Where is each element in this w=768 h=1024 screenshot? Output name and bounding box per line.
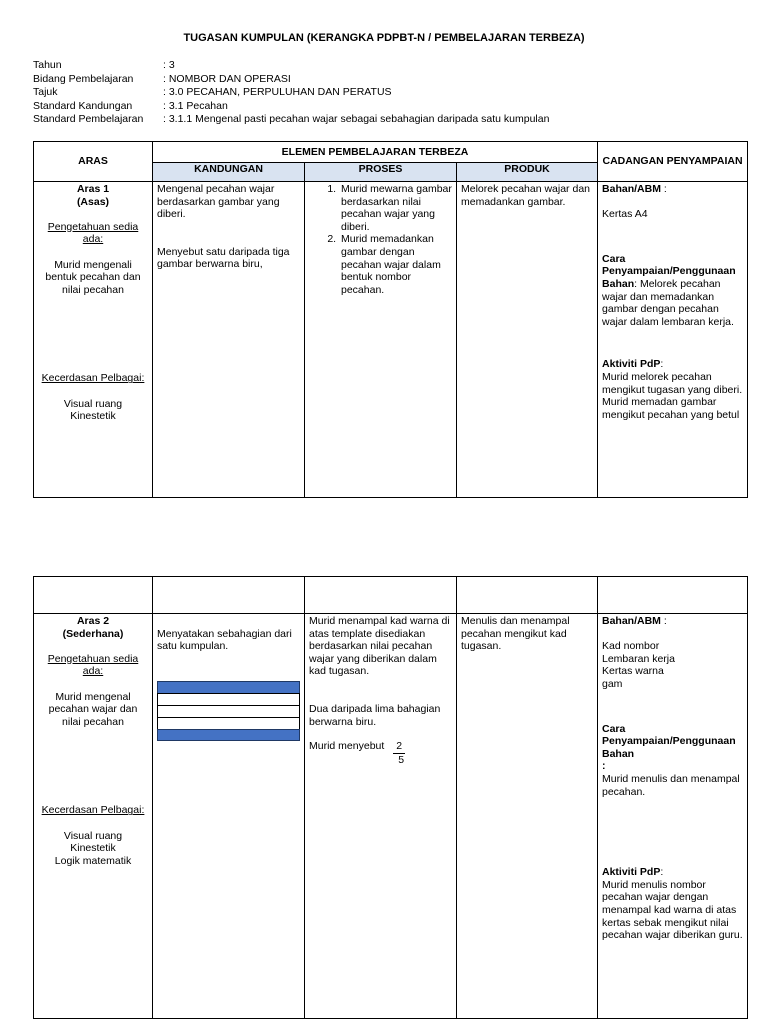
meta-row-tajuk bbox=[33, 86, 549, 100]
bahan-colon: : bbox=[660, 615, 667, 627]
meta-row-tahun bbox=[33, 59, 549, 73]
proses-cell bbox=[305, 614, 457, 1019]
aras-1-cell bbox=[34, 182, 153, 498]
pengetahuan-label: Pengetahuan sedia ada: bbox=[47, 652, 139, 678]
header-kandungan: KANDUNGAN bbox=[153, 163, 305, 182]
proses-item: 1. Murid mewarna gambar berdasarkan nilai pecahan wajar yang diberi. bbox=[339, 183, 452, 233]
kecerdasan-item: Visual ruang bbox=[63, 397, 123, 410]
meta-row-bidang bbox=[33, 73, 549, 87]
produk-cell: Menulis dan menampal pecahan mengikut kad tugasan. bbox=[457, 614, 598, 1019]
bar-shaded bbox=[157, 681, 300, 693]
meta-row-standard-kandungan bbox=[33, 100, 549, 114]
proses-text: Murid menampal kad warna di atas template disediakan berdasarkan nilai pecahan wajar yang diberikan dalam kad tugasan. bbox=[309, 615, 450, 678]
kandungan-text: Menyebut satu daripada tiga gambar berwarna biru, bbox=[157, 245, 290, 271]
empty-header-cell bbox=[34, 577, 153, 614]
meta-value: : NOMBOR DAN OPERASI bbox=[163, 72, 291, 85]
fraction-numerator: 2 bbox=[393, 740, 405, 754]
bahan-item: Kertas A4 bbox=[602, 208, 648, 221]
proses-item: 2. Murid memadankan gambar dengan pecahan wajar dalam bentuk nombor pecahan. bbox=[339, 233, 452, 296]
header-aras: ARAS bbox=[34, 142, 153, 182]
meta-label: Tahun bbox=[33, 59, 62, 71]
pengetahuan-text: Murid mengenali bentuk pecahan dan nilai pecahan bbox=[45, 258, 141, 296]
bar-unshaded bbox=[157, 705, 300, 717]
bahan-item: Lembaran kerja bbox=[602, 652, 675, 665]
bar-unshaded bbox=[157, 717, 300, 729]
produk-cell: Melorek pecahan wajar dan memadankan gambar. bbox=[457, 182, 598, 498]
kecerdasan-item: Logik matematik bbox=[54, 854, 132, 867]
cadangan-cell bbox=[598, 614, 748, 1019]
meta-value: : 3.0 PECAHAN, PERPULUHAN DAN PERATUS bbox=[163, 86, 392, 98]
meta-value: : 3 bbox=[163, 59, 175, 71]
proses-text: Dua daripada lima bahagian berwarna biru. bbox=[309, 702, 441, 728]
document-title: TUGASAN KUMPULAN (KERANGKA PDPBT-N / PEMBELAJARAN TERBEZA) bbox=[183, 32, 585, 44]
meta-value: : 3.1.1 Mengenal pasti pecahan wajar sebagai sebahagian daripada satu kumpulan bbox=[163, 113, 550, 125]
aktiviti-text: Murid menulis nombor pecahan wajar dengan menampal kad warna di atas kertas sebak mengikut nilai pecahan wajar diberikan guru. bbox=[602, 878, 743, 942]
header-produk: PRODUK bbox=[457, 163, 598, 182]
meta-value: : 3.1 Pecahan bbox=[163, 99, 228, 112]
aktiviti-label: Aktiviti PdP bbox=[602, 358, 661, 371]
aktiviti-text: Murid memadan gambar mengikut pecahan yang betul bbox=[602, 396, 740, 421]
meta-label: Bidang Pembelajaran bbox=[33, 72, 134, 85]
kandungan-text: Mengenal pecahan wajar berdasarkan gambar yang diberi. bbox=[157, 183, 280, 221]
meta-label: Tajuk bbox=[33, 86, 58, 98]
proses-cell bbox=[305, 182, 457, 498]
kecerdasan-item: Visual ruang bbox=[63, 829, 123, 842]
proses-list bbox=[309, 183, 452, 296]
aktiviti-colon: : bbox=[660, 866, 664, 879]
empty-header-cell bbox=[305, 577, 457, 614]
kecerdasan-item: Kinestetik bbox=[70, 410, 116, 423]
pengetahuan-label: Pengetahuan sedia ada: bbox=[47, 220, 139, 246]
lesson-table-aras-2 bbox=[33, 576, 748, 1019]
level-subtitle: (Sederhana) bbox=[62, 627, 124, 640]
bahan-colon: : bbox=[660, 183, 667, 195]
bar-shaded bbox=[157, 729, 300, 741]
kecerdasan-item: Kinestetik bbox=[70, 842, 116, 855]
bahan-item: Kad nombor bbox=[602, 640, 660, 653]
kecerdasan-label: Kecerdasan Pelbagai: bbox=[41, 804, 145, 817]
empty-header-cell bbox=[457, 577, 598, 614]
bahan-item: gam bbox=[602, 677, 623, 690]
meta-label: Standard Kandungan bbox=[33, 99, 133, 112]
level-title: Aras 2 bbox=[76, 615, 110, 627]
kandungan-text: Menyatakan sebahagian dari satu kumpulan. bbox=[157, 627, 292, 653]
kecerdasan-label: Kecerdasan Pelbagai: bbox=[41, 372, 145, 385]
level-subtitle: (Asas) bbox=[76, 195, 110, 208]
fraction-denominator: 5 bbox=[398, 753, 405, 766]
cadangan-cell bbox=[598, 182, 748, 498]
cara-text: : Melorek pecahan wajar dan memadankan gambar dengan pecahan wajar dalam lembaran kerja. bbox=[602, 277, 734, 328]
header-elemen: ELEMEN PEMBELAJARAN TERBEZA bbox=[153, 142, 598, 163]
cara-label: Cara Penyampaian/Penggunaan Bahan bbox=[602, 722, 736, 760]
bahan-label: Bahan/ABM bbox=[602, 615, 661, 627]
meta-label: Standard Pembelajaran bbox=[33, 113, 144, 125]
aktiviti-label: Aktiviti PdP bbox=[602, 866, 661, 879]
aktiviti-text: Murid melorek pecahan mengikut tugasan yang diberi. bbox=[602, 370, 743, 396]
level-title: Aras 1 bbox=[76, 183, 110, 195]
kandungan-cell bbox=[153, 614, 305, 1019]
fraction-bar-diagram bbox=[157, 681, 300, 741]
cara-text: Murid menulis dan menampal pecahan. bbox=[602, 772, 740, 798]
lesson-info bbox=[33, 59, 549, 127]
bahan-label: Bahan/ABM bbox=[602, 183, 661, 195]
fraction bbox=[393, 740, 405, 766]
bahan-item: Kertas warna bbox=[602, 665, 664, 678]
pengetahuan-text: Murid mengenal pecahan wajar dan nilai pecahan bbox=[48, 690, 138, 728]
empty-header-cell bbox=[153, 577, 305, 614]
cara-colon: : bbox=[602, 760, 606, 773]
cara-label: Cara Penyampaian/Penggunaan Bahan bbox=[602, 252, 736, 290]
kandungan-cell bbox=[153, 182, 305, 498]
empty-header-cell bbox=[598, 577, 748, 614]
aras-2-cell bbox=[34, 614, 153, 1019]
lesson-table-aras-1 bbox=[33, 141, 748, 498]
meta-row-standard-pembelajaran bbox=[33, 113, 549, 127]
header-proses: PROSES bbox=[305, 163, 457, 182]
aktiviti-colon: : bbox=[660, 358, 664, 371]
proses-text: Murid menyebut bbox=[309, 740, 385, 753]
bar-unshaded bbox=[157, 693, 300, 705]
header-cadangan: CADANGAN PENYAMPAIAN bbox=[598, 142, 748, 182]
